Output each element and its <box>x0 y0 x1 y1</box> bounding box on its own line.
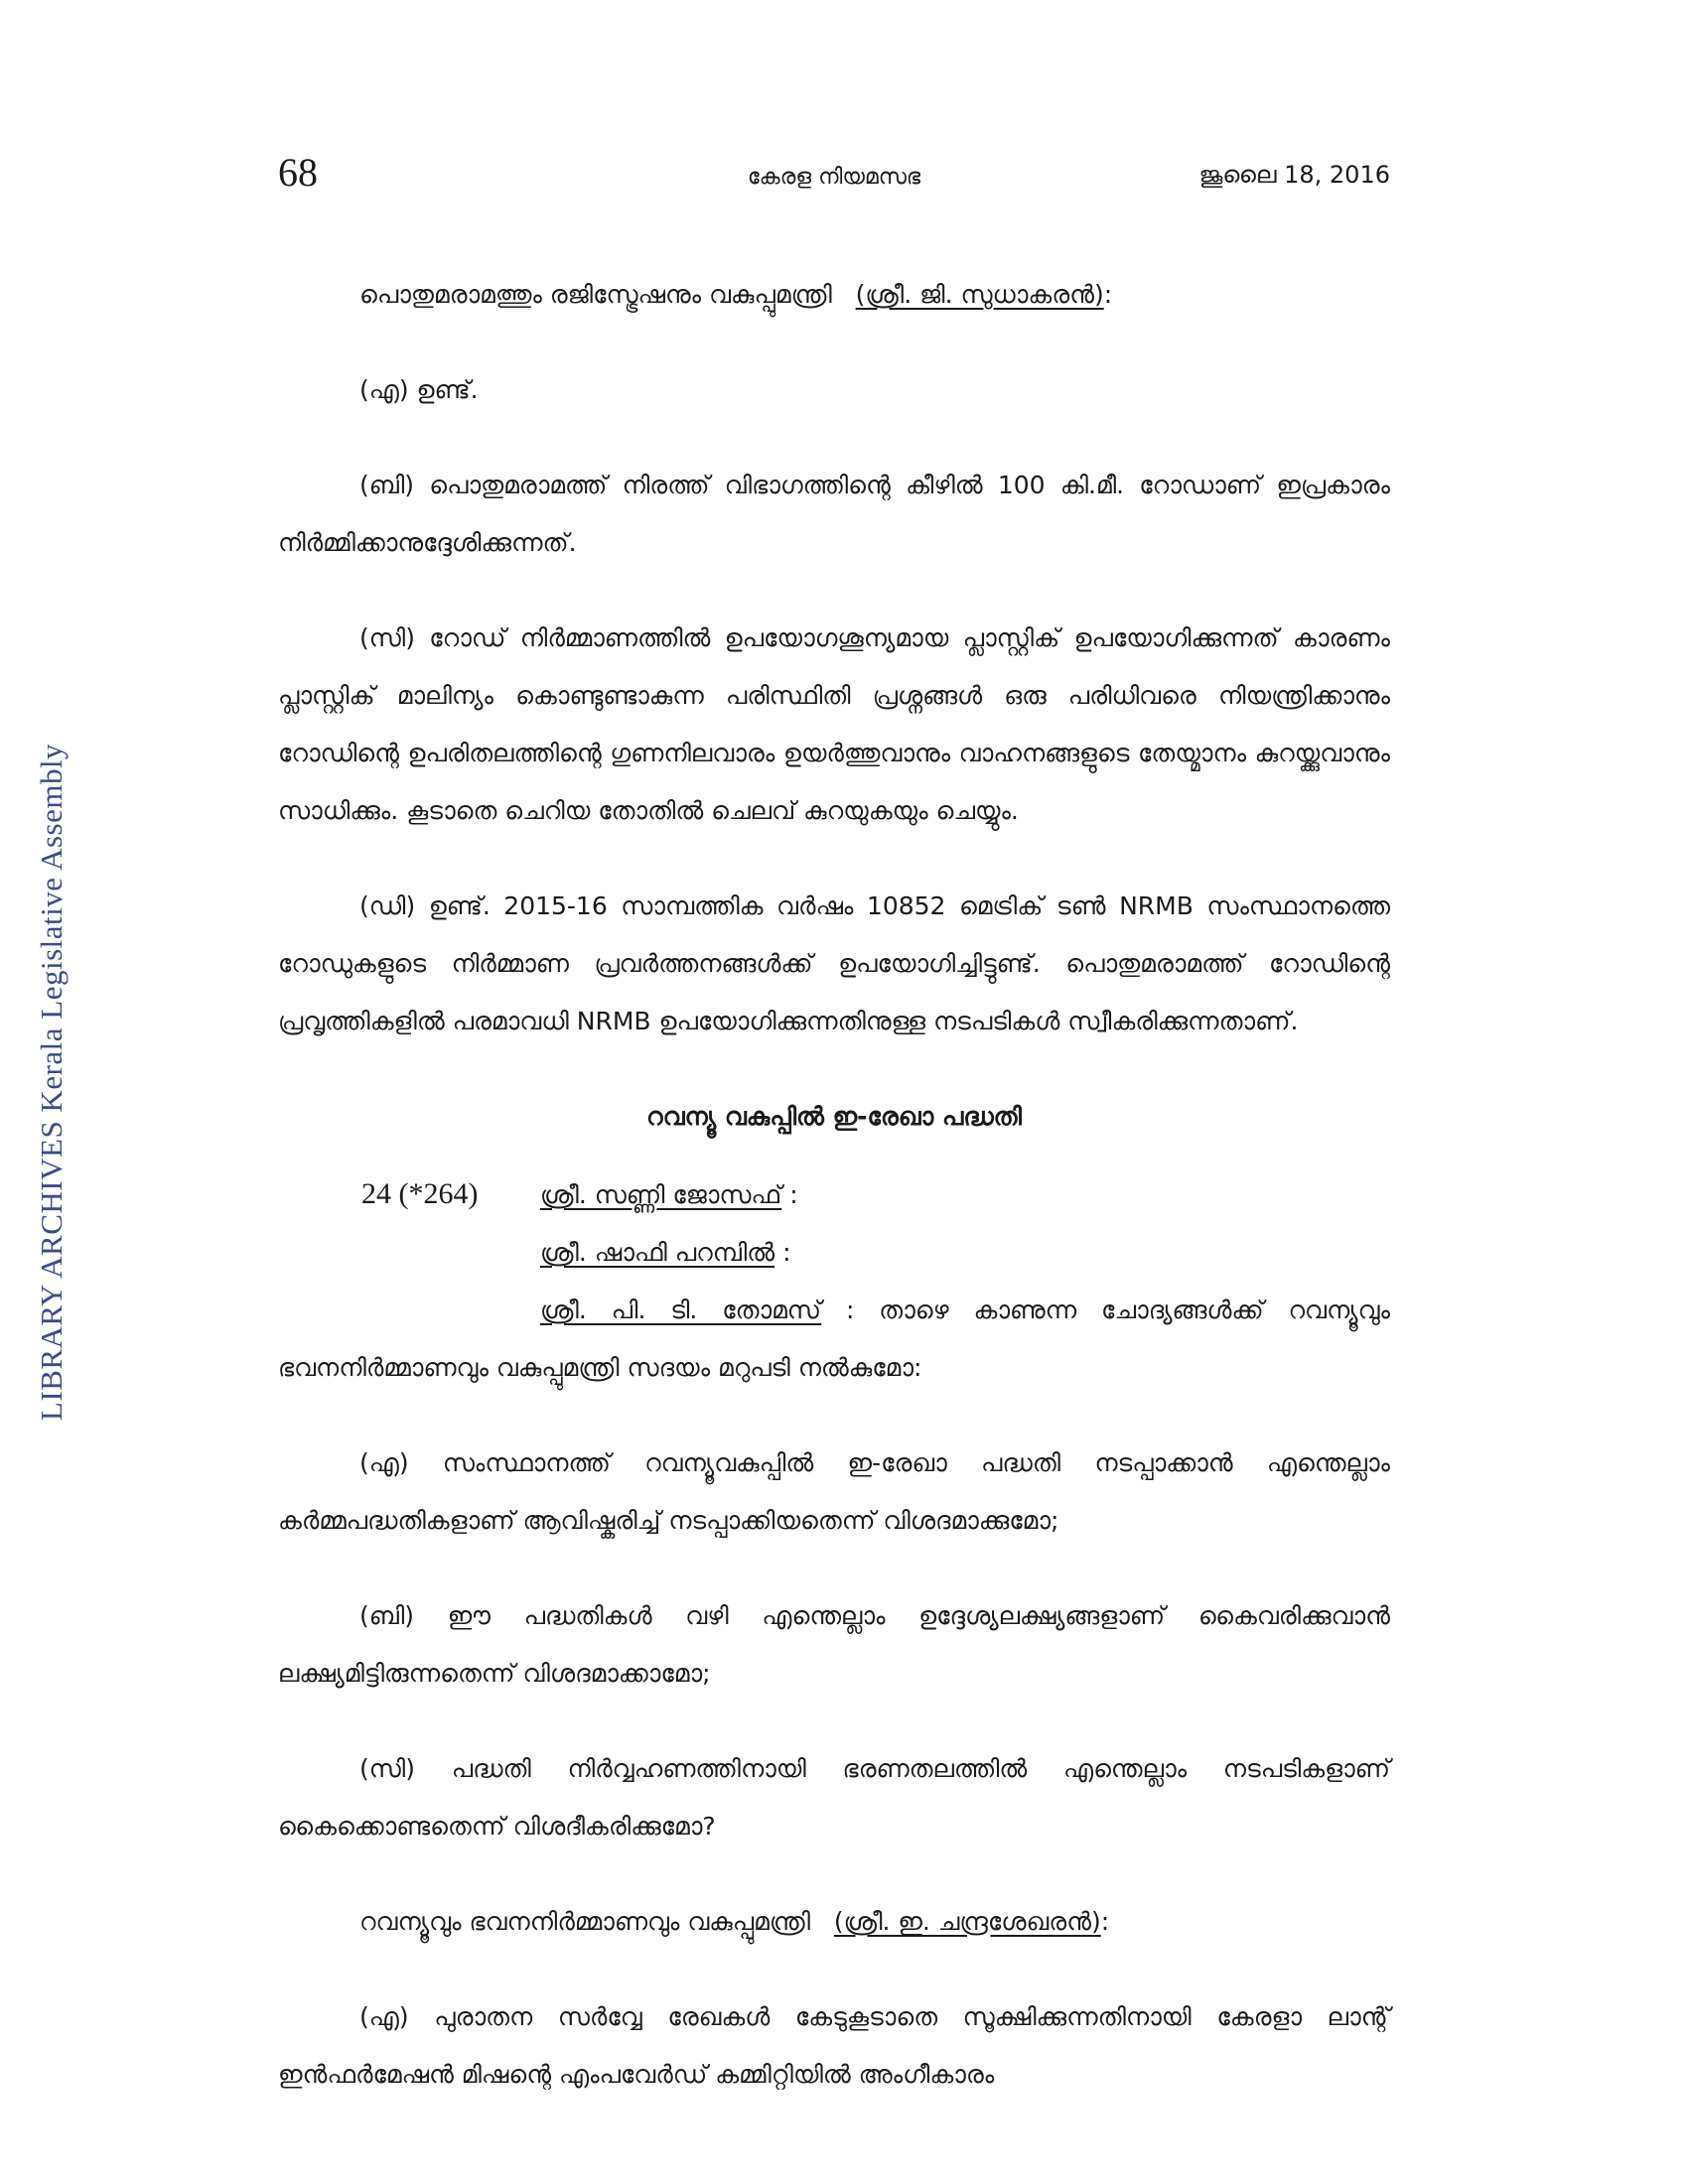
question-c: (സി) പദ്ധതി നിർവ്വഹണത്തിനായി ഭരണതലത്തിൽ എന്തെല്ലാം നടപടികളാണ് കൈക്കൊണ്ടതെന്ന് വിശദീകരിക്കുമോ? <box>278 1754 1390 1841</box>
colon: : <box>782 1238 791 1267</box>
minister-title: പൊതുമരാമത്തും രജിസ്ട്രേഷനും വകുപ്പുമന്ത്രി <box>359 280 832 309</box>
answer-minister-line <box>278 1893 1390 1951</box>
minister-name: (ശ്രീ. ജി. സുധാകരൻ) <box>855 280 1104 309</box>
running-title: കേരള നിയമസഭ <box>747 165 921 190</box>
question-a: (എ) സംസ്ഥാനത്ത് റവന്യൂവകുപ്പിൽ ഇ-രേഖാ പദ്ധതി നടപ്പാക്കാൻ എന്തെല്ലാം കർമ്മപദ്ധതികളാണ് ആവിഷ്കരിച്ച് നടപ്പാക്കിയതെന്ന് വിശദമാക്കുമോ; <box>278 1448 1390 1535</box>
answer-c: (സി) റോഡ് നിർമ്മാണത്തിൽ ഉപയോഗശൂന്യമായ പ്ലാസ്റ്റിക് ഉപയോഗിക്കുന്നത് കാരണം പ്ലാസ്റ്റിക് മാലിന്യം കൊണ്ടുണ്ടാകുന്ന പരിസ്ഥിതി പ്രശ്നങ്ങൾ ഒരു പരിധിവരെ നിയന്ത്രിക്കാനും റോഡിന്റെ ഉപരിതലത്തിന്റെ ഗുണനിലവാരം ഉയർത്തുവാനും വാഹനങ്ങളുടെ തേയ്മാനം കുറയ്ക്കുവാനും സാധിക്കും. കൂടാതെ ചെറിയ തോതിൽ ചെലവ് കുറയുകയും ചെയ്യും. <box>278 623 1390 825</box>
member-line <box>278 1224 1390 1282</box>
member-name: ശ്രീ. സണ്ണി ജോസഫ് <box>540 1180 782 1209</box>
question-intro-text: : താഴെ കാണുന്ന ചോദ്യങ്ങൾക്ക് റവന്യൂവും ഭവനനിർമ്മാണവും വകുപ്പുമന്ത്രി സദയം മറുപടി നൽകുമോ: <box>278 1296 1391 1382</box>
colon: : <box>1100 1907 1110 1936</box>
question-b: (ബി) ഈ പദ്ധതികൾ വഴി എന്തെല്ലാം ഉദ്ദേശ്യലക്ഷ്യങ്ങളാണ് കൈവരിക്കുവാൻ ലക്ഷ്യമിട്ടിരുന്നതെന്ന് വിശദമാക്കാമോ; <box>278 1601 1390 1688</box>
question-number-line <box>278 1165 1390 1224</box>
answer-minister-line <box>278 266 1390 324</box>
question-intro <box>278 1282 1390 1397</box>
answer-b: (ബി) പൊതുമരാമത്ത് നിരത്ത് വിഭാഗത്തിന്റെ കീഴിൽ 100 കി.മീ. റോഡാണ് ഇപ്രകാരം നിർമ്മിക്കാനുദ്ദേശിക്കുന്നത്. <box>278 471 1390 557</box>
page-header <box>278 149 1390 208</box>
answer-d: (ഡി) ഉണ്ട്. 2015-16 സാമ്പത്തിക വർഷം 10852 മെട്രിക് ടൺ NRMB സംസ്ഥാനത്തെ റോഡുകളുടെ നിർമ്മാണ പ്രവർത്തനങ്ങൾക്ക് ഉപയോഗിച്ചിട്ടുണ്ട്. പൊതുമരാമത്ത് റോഡിന്റെ പ്രവൃത്തികളിൽ പരമാവധി NRMB ഉപയോഗിക്കുന്നതിനുള്ള നടപടികൾ സ്വീകരിക്കുന്നതാണ്. <box>278 891 1390 1035</box>
answer-a: (എ) ഉണ്ട്. <box>359 375 479 404</box>
library-archives-stamp: LIBRARY ARCHIVES Kerala Legislative Assembly <box>34 743 69 1422</box>
colon: : <box>1103 280 1113 309</box>
member-name: ശ്രീ. ഷാഫി പറമ്പിൽ <box>540 1238 775 1267</box>
question-number: 24 (*264) <box>361 1177 479 1210</box>
answer-a: (എ) പുരാതന സർവ്വേ രേഖകൾ കേടുകൂടാതെ സൂക്ഷിക്കുന്നതിനായി കേരളാ ലാന്റ് ഇൻഫർമേഷൻ മിഷന്റെ എംപവേർഡ് കമ്മിറ്റിയിൽ അംഗീകാരം <box>278 2002 1390 2089</box>
section-heading: റവന്യൂ വകുപ്പിൽ ഇ-രേഖാ പദ്ധതി <box>646 1102 1022 1131</box>
colon: : <box>789 1180 798 1209</box>
header-date: ജൂലൈ 18, 2016 <box>1198 161 1390 189</box>
page-body <box>278 266 1390 2141</box>
member-name: ശ്രീ. പി. ടി. തോമസ് <box>540 1296 822 1324</box>
minister-title: റവന്യൂവും ഭവനനിർമ്മാണവും വകുപ്പുമന്ത്രി <box>359 1907 811 1936</box>
page-number: 68 <box>278 150 318 195</box>
minister-name: (ശ്രീ. ഇ. ചന്ദ്രശേഖരൻ) <box>833 1907 1101 1936</box>
